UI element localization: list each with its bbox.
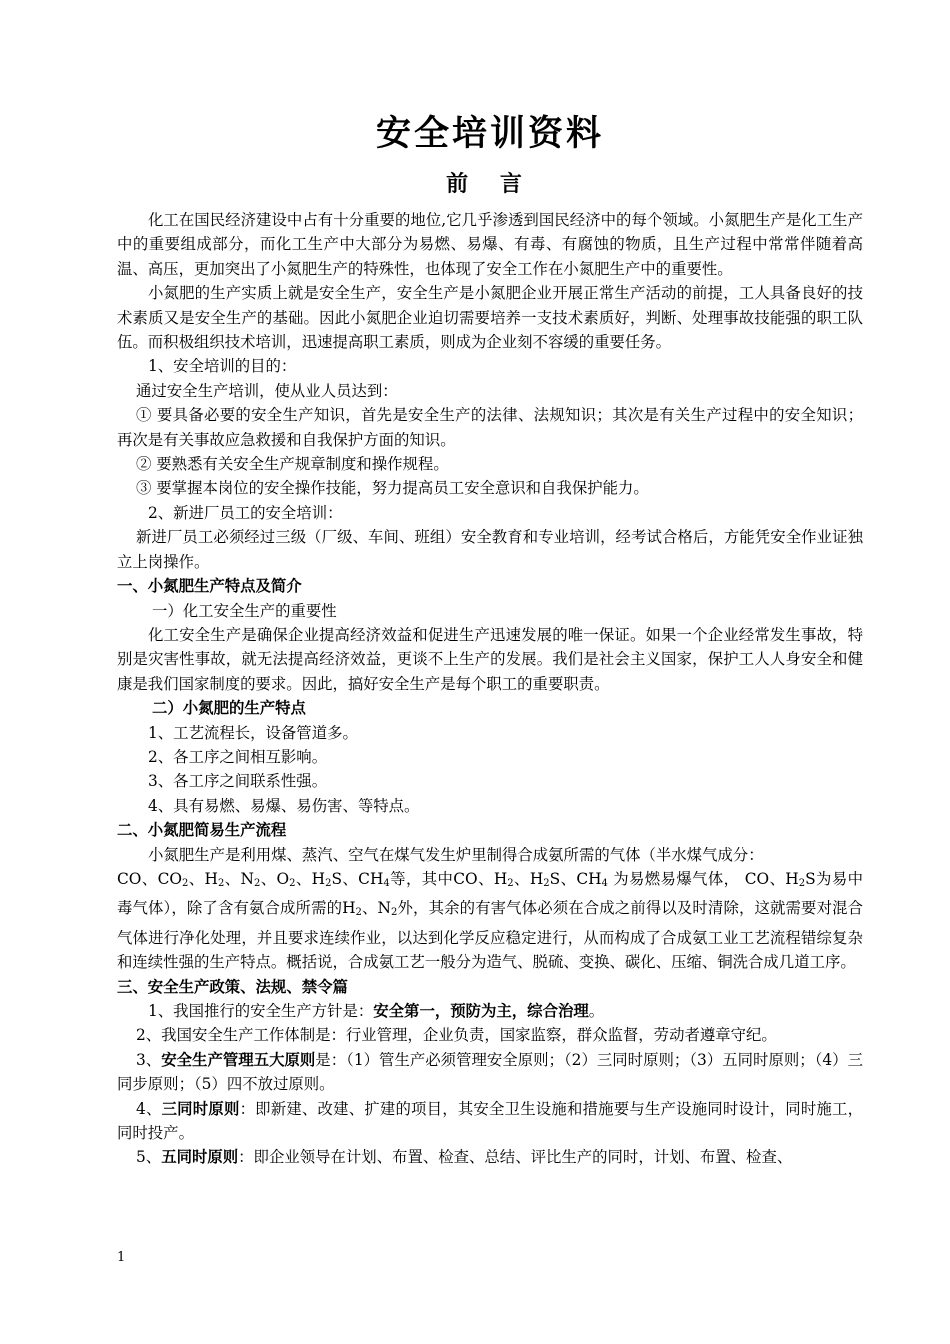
section-3-item-1: 1、我国推行的安全生产方针是：安全第一，预防为主，综合治理。: [148, 1002, 605, 1020]
section-3-item-4: 4、三同时原则：即新建、改建、扩建的项目，其安全卫生设施和措施要与生产设施同时设计，同时施工，同时投产。: [117, 1099, 863, 1143]
preface-paragraph-1: 化工在国民经济建设中占有十分重要的地位,它几乎渗透到国民经济中的每个领域。小氮肥生产是化工生产中的重要组成部分，而化工生产中大部分为易燃、易爆、有毒、有腐蚀的物质，且生产过程中常常伴随着高温、高压，更加突出了小氮肥生产的特殊性，也体现了安全工作在小氮肥生产中的重要性。: [117, 211, 863, 278]
section-2-heading: 二、小氮肥简易生产流程: [117, 821, 287, 840]
section-3-item-5: 5、五同时原则：即企业领导在计划、布置、检查、总结、评比生产的同时，计划、布置、检查、: [136, 1148, 793, 1167]
new-employee-text: 新进厂员工必须经过三级（厂级、车间、班组）安全教育和专业培训，经考试合格后，方能凭安全作业证独立上岗操作。: [117, 528, 863, 571]
section-1-item-1: 1、工艺流程长，设备管道多。: [148, 723, 358, 742]
training-purpose-heading: 1、安全培训的目的：: [148, 357, 297, 376]
section-1-heading: 一、小氮肥生产特点及简介: [117, 577, 302, 596]
document-page: [117, 100, 863, 1170]
preface-title: 前 言: [446, 171, 534, 197]
section-1-sub-2: 二）小氮肥的生产特点: [152, 699, 306, 718]
section-2-paragraph: 小氮肥生产是利用煤、蒸汽、空气在煤气发生炉里制得合成氨所需的气体（半水煤气成分： CO、$CO_2$、$H_2$、$N_2$、$O_2$、$H_2S$、$CH_4$等，其中CO、$H_2$、$H_2S$、$CH_4$ 为易燃易爆气体， CO、$H_2S$为易中毒气体），除了含有氨合成所需的$H_2$、$N_2$外，其余的有害气体必须在合成之前得以及时清除，这就需要对混合气体进行净化处理，并且要求连续作业，以达到化学反应稳定进行，从而构成了合成氨工业工艺流程错综复杂和连续性强的生产特点。概括说，合成氨工艺一般分为造气、脱硫、变换、碳化、压缩、铜洗合成几道工序。: [117, 845, 863, 972]
section-1-item-3: 3、各工序之间联系性强。: [148, 772, 328, 791]
section-1-sub-1: 一）化工安全生产的重要性: [152, 601, 337, 620]
training-purpose-intro: 通过安全生产培训，使从业人员达到：: [136, 381, 398, 400]
section-1-item-2: 2、各工序之间相互影响。: [148, 747, 328, 766]
section-1-sub-1-text: 化工安全生产是确保企业提高经济效益和促进生产迅速发展的唯一保证。如果一个企业经常发生事故，特别是灾害性事故，就无法提高经济效益，更谈不上生产的发展。我们是社会主义国家，保护工人人身安全和健康是我们国家制度的要求。因此，搞好安全生产是每个职工的重要职责。: [117, 625, 863, 693]
new-employee-heading: 2、新进厂员工的安全培训：: [148, 503, 343, 522]
training-purpose-item-1: ① 要具备必要的安全生产知识，首先是安全生产的法律、法规知识；其次是有关生产过程中的安全知识；再次是有关事故应急救援和自我保护方面的知识。: [117, 406, 863, 449]
page-number: 1: [117, 1250, 126, 1265]
training-purpose-item-3: ③ 要掌握本岗位的安全操作技能，努力提高员工安全意识和自我保护能力。: [136, 479, 649, 498]
section-1-item-4: 4、具有易燃、易爆、易伤害、等特点。: [148, 796, 420, 815]
training-purpose-item-2: ② 要熟悉有关安全生产规章制度和操作规程。: [136, 455, 449, 474]
section-3-heading: 三、安全生产政策、法规、禁令篇: [117, 977, 348, 996]
document-title: 安全培训资料: [375, 113, 604, 154]
preface-paragraph-2: 小氮肥的生产实质上就是安全生产，安全生产是小氮肥企业开展正常生产活动的前提，工人具备良好的技术素质又是安全生产的基础。因此小氮肥企业迫切需要培养一支技术素质好，判断、处理事故技能强的职工队伍。而积极组织技术培训，迅速提高职工素质，则成为企业刻不容缓的重要任务。: [117, 284, 863, 352]
section-3-item-3: 3、安全生产管理五大原则是：（1）管生产必须管理安全原则；（2）三同时原则；（3）五同时原则；（4）三同步原则；（5）四不放过原则。: [117, 1050, 863, 1094]
section-3-item-2: 2、我国安全生产工作体制是：行业管理，企业负责，国家监察，群众监督，劳动者遵章守纪。: [136, 1026, 777, 1045]
